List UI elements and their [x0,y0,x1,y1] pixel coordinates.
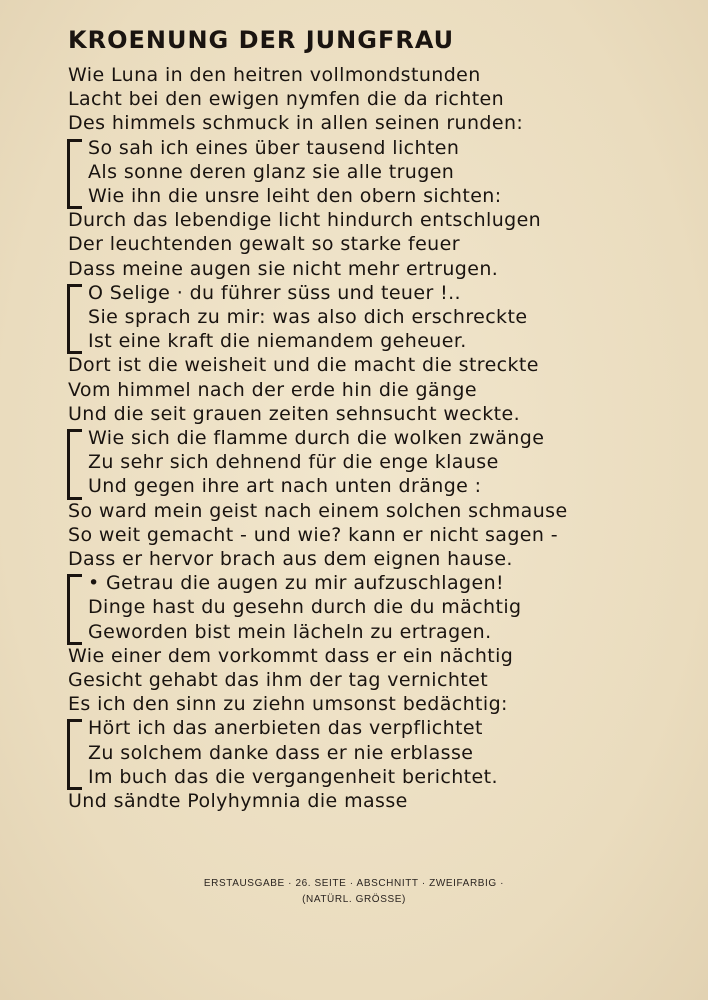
stanza-bracket [67,139,82,210]
poem-line: Vom himmel nach der erde hin die gänge [68,378,477,401]
poem-line: Wie Luna in den heitren vollmondstunden [68,64,481,86]
poem-line: Als sonne deren glanz sie alle trugen [88,160,455,183]
poem-line: Lacht bei den ewigen nymfen die da richten [68,88,505,111]
page-title: KROENUNG DER JUNGFRAU [68,26,455,54]
poem-line: Dass meine augen sie nicht mehr ertrugen. [68,257,499,280]
poem-line: So sah ich eines über tausend lichten [88,136,460,159]
poem-line: Dinge hast du gesehn durch die du mächtig [88,596,522,619]
poem-line: Zu sehr sich dehnend für die enge klause [88,451,499,474]
poem-line: Wie sich die flamme durch die wolken zwänge [88,427,545,449]
poem-line: Wie ihn die unsre leiht den obern sichten: [88,185,502,207]
caption-line-2: (NATÜRL. GRÖSSE) [302,894,406,905]
stanza-bracket [67,574,82,645]
poem-line: So ward mein geist nach einem solchen schmause [68,499,568,522]
caption-line-1: ERSTAUSGABE · 26. SEITE · ABSCHNITT · ZWEIFARBIG · [203,878,505,889]
poem-line: Des himmels schmuck in allen seinen runden: [68,112,524,135]
poem-line: Sie sprach zu mir: was also dich erschreckte [88,306,528,328]
poem-line: • Getrau die augen zu mir aufzuschlagen! [88,572,505,595]
poem-line: Der leuchtenden gewalt so starke feuer [68,233,460,256]
poem-line: Wie einer dem vorkommt dass er ein nächtig [68,644,514,667]
poem-line: Gesicht gehabt das ihm der tag vernichtet [68,669,489,691]
stanza-bracket [67,429,82,500]
poem-line: Hört ich das anerbieten das verpflichtet [88,717,483,740]
poem-line: Durch das lebendige licht hindurch entschlugen [68,209,542,232]
poem-line: Es ich den sinn zu ziehn umsonst bedächtig: [68,693,508,716]
poem-line: O Selige · du führer süss und teuer !.. [88,281,462,304]
poem-line: Dass er hervor brach aus dem eignen hause. [68,548,513,570]
stanza-bracket [67,719,82,790]
poem-line: Und die seit grauen zeiten sehnsucht weckte. [68,402,521,425]
stanza-bracket [67,284,82,355]
poem-line: Ist eine kraft die niemandem geheuer. [88,330,467,353]
poem-line: Zu solchem danke dass er nie erblasse [88,741,474,764]
poem-line: Geworden bist mein lächeln zu ertragen. [88,620,492,643]
poem-line: Und sändte Polyhymnia die masse [68,790,408,812]
poem-line: Im buch das die vergangenheit berichtet. [88,765,498,788]
poem-line: So weit gemacht - und wie? kann er nicht sagen - [68,523,559,546]
poem-line: Dort ist die weisheit und die macht die streckte [68,354,539,377]
poem-line: Und gegen ihre art nach unten dränge : [88,475,482,498]
